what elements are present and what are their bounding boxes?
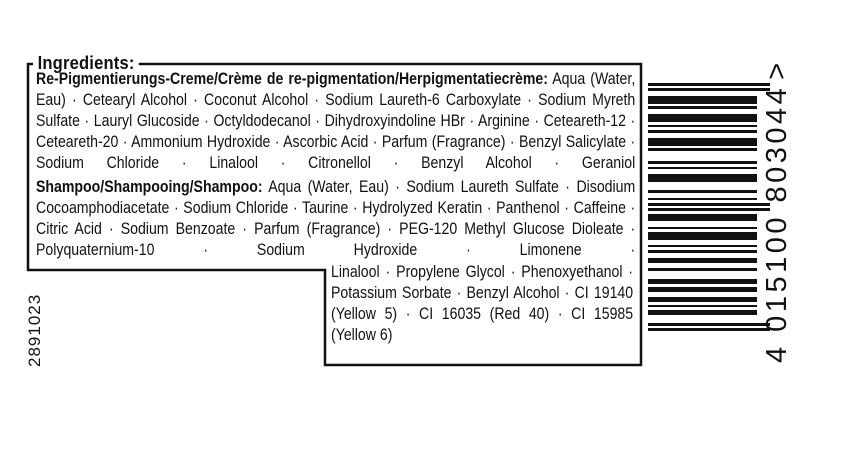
batch-code: 2891023 [25, 293, 44, 367]
barcode-bar [648, 161, 757, 164]
barcode-bar [648, 227, 757, 230]
barcode-bars [648, 83, 774, 331]
barcode-bar [648, 310, 757, 315]
barcode-bar [648, 96, 757, 104]
shampoo-paragraph-wide [36, 176, 635, 260]
cream-paragraph [36, 68, 635, 173]
barcode-bar [648, 130, 757, 133]
barcode-bar [648, 232, 757, 240]
cream-ingredients-text: Aqua (Water, Eau) · Cetearyl Alcohol · Coconut Alcohol · Sodium Laureth-6 Carboxylate · Sodium Myreth Sulfate · Lauryl Glucoside · Octyldodecanol · Dihydroxyindoline HBr · Arginine · Ceteareth-12 · Ceteareth-20 · Ammonium Hydroxide · Ascorbic Acid · Parfum (Fragrance) · Benzyl Salicylate · Sodium Chloride · Linalool · Citronellol · Benzyl Alcohol · Geraniol [36, 69, 636, 172]
barcode-bar [648, 250, 757, 253]
barcode-bar [648, 279, 757, 284]
barcode-bar [648, 245, 757, 248]
shampoo-paragraph-narrow [331, 261, 633, 345]
shampoo-ingredients-text-narrow: Linalool · Propylene Glycol · Phenoxyethanol · Potassium Sorbate · Benzyl Alcohol · CI 19140 (Yellow 5) · CI 16035 (Red 40) · CI 15985 (Yellow 6) [331, 262, 634, 344]
barcode-bar [648, 174, 757, 182]
barcode-guard-bar [648, 208, 770, 211]
barcode-bar [648, 214, 757, 222]
barcode-bar [648, 190, 757, 193]
barcode-digits: 4 015100 803044 [761, 84, 793, 363]
cream-title: Re-Pigmentierungs-Creme/Crème de re-pigmentation/Herpigmentatiecrème: [36, 69, 548, 88]
barcode-number [762, 63, 793, 363]
barcode-guard-bar [648, 203, 770, 206]
barcode-bar [648, 106, 757, 109]
barcode-bar [648, 258, 757, 263]
barcode-guard-bar [648, 83, 770, 86]
barcode-bar [648, 148, 757, 151]
ingredients-legend: Ingredients: [33, 52, 139, 74]
barcode-bar [648, 125, 757, 128]
barcode-bar [648, 305, 757, 308]
barcode-bar [648, 268, 757, 271]
barcode-guard-bar [648, 88, 770, 91]
shampoo-ingredients-text-wide: Aqua (Water, Eau) · Sodium Laureth Sulfate · Disodium Cocoamphodiacetate · Sodium Chloride · Taurine · Hydrolyzed Keratin · Panthenol · Caffeine · Citric Acid · Sodium Benzoate · Parfum (Fragrance) · PEG-120 Methyl Glucose Dioleate · Polyquaternium-10 · Sodium Hydroxide · Limonene · [36, 177, 636, 259]
barcode-bar [648, 297, 757, 302]
barcode-bar [648, 167, 757, 170]
barcode-guard-bar [648, 328, 770, 331]
barcode-guard-bar [648, 323, 770, 326]
barcode-right-indicator: > [761, 62, 793, 80]
barcode-bar [648, 114, 757, 122]
barcode-bar [648, 138, 757, 146]
barcode-bar [648, 287, 757, 292]
shampoo-title: Shampoo/Shampooing/Shampoo: [36, 177, 263, 196]
barcode-bar [648, 198, 757, 201]
